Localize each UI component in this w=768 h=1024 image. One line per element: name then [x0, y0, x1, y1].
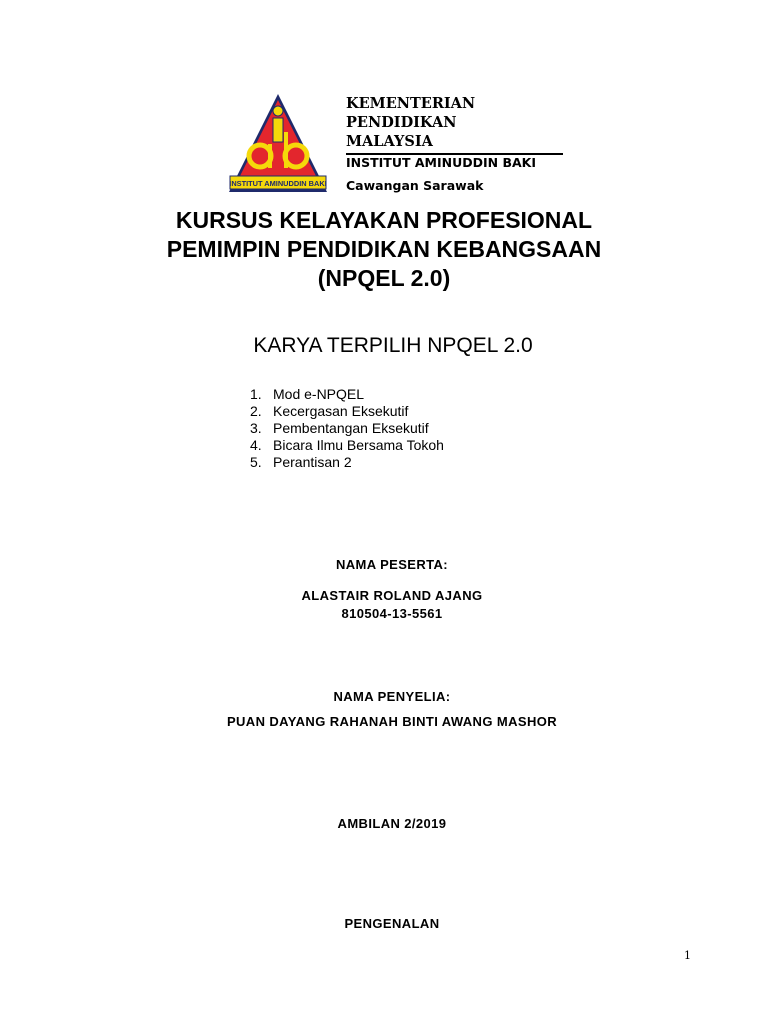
title-line-1: KURSUS KELAYAKAN PROFESIONAL [175, 207, 593, 233]
institute-logo [226, 92, 330, 198]
participant-name: ALASTAIR ROLAND AJANG [301, 588, 483, 603]
document-subtitle: KARYA TERPILIH NPQEL 2.0 [253, 334, 533, 357]
logo-banner-text: INSTITUT AMINUDDIN BAKI [229, 179, 327, 188]
title-line-2: PEMIMPIN PENDIDIKAN KEBANGSAAN [166, 236, 602, 262]
participant-heading: NAMA PESERTA: [335, 557, 449, 572]
title-line-3: (NPQEL 2.0) [317, 265, 451, 291]
section-heading: PENGENALAN [344, 916, 440, 931]
institution-block [346, 94, 475, 151]
list-item: 1. Mod e-NPQEL [250, 386, 365, 402]
list-item: 3. Pembentangan Eksekutif [250, 420, 429, 436]
list-item: 2. Kecergasan Eksekutif [250, 403, 409, 419]
intake-label: AMBILAN 2/2019 [337, 816, 447, 831]
ministry-line-3: MALAYSIA [346, 133, 433, 150]
list-item: 5. Perantisan 2 [250, 454, 352, 470]
participant-id: 810504-13-5561 [341, 606, 443, 621]
ministry-line-1: KEMENTERIAN [346, 95, 476, 112]
work-list [250, 386, 444, 471]
supervisor-heading: NAMA PENYELIA: [333, 689, 451, 704]
document-title [0, 206, 768, 293]
page-number: 1 [684, 949, 691, 962]
list-item: 4. Bicara Ilmu Bersama Tokoh [250, 437, 444, 453]
institute-name: INSTITUT AMINUDDIN BAKI [346, 155, 536, 170]
branch-name: Cawangan Sarawak [346, 178, 484, 193]
supervisor-name: PUAN DAYANG RAHANAH BINTI AWANG MASHOR [226, 714, 558, 729]
ministry-line-2: PENDIDIKAN [346, 114, 457, 131]
